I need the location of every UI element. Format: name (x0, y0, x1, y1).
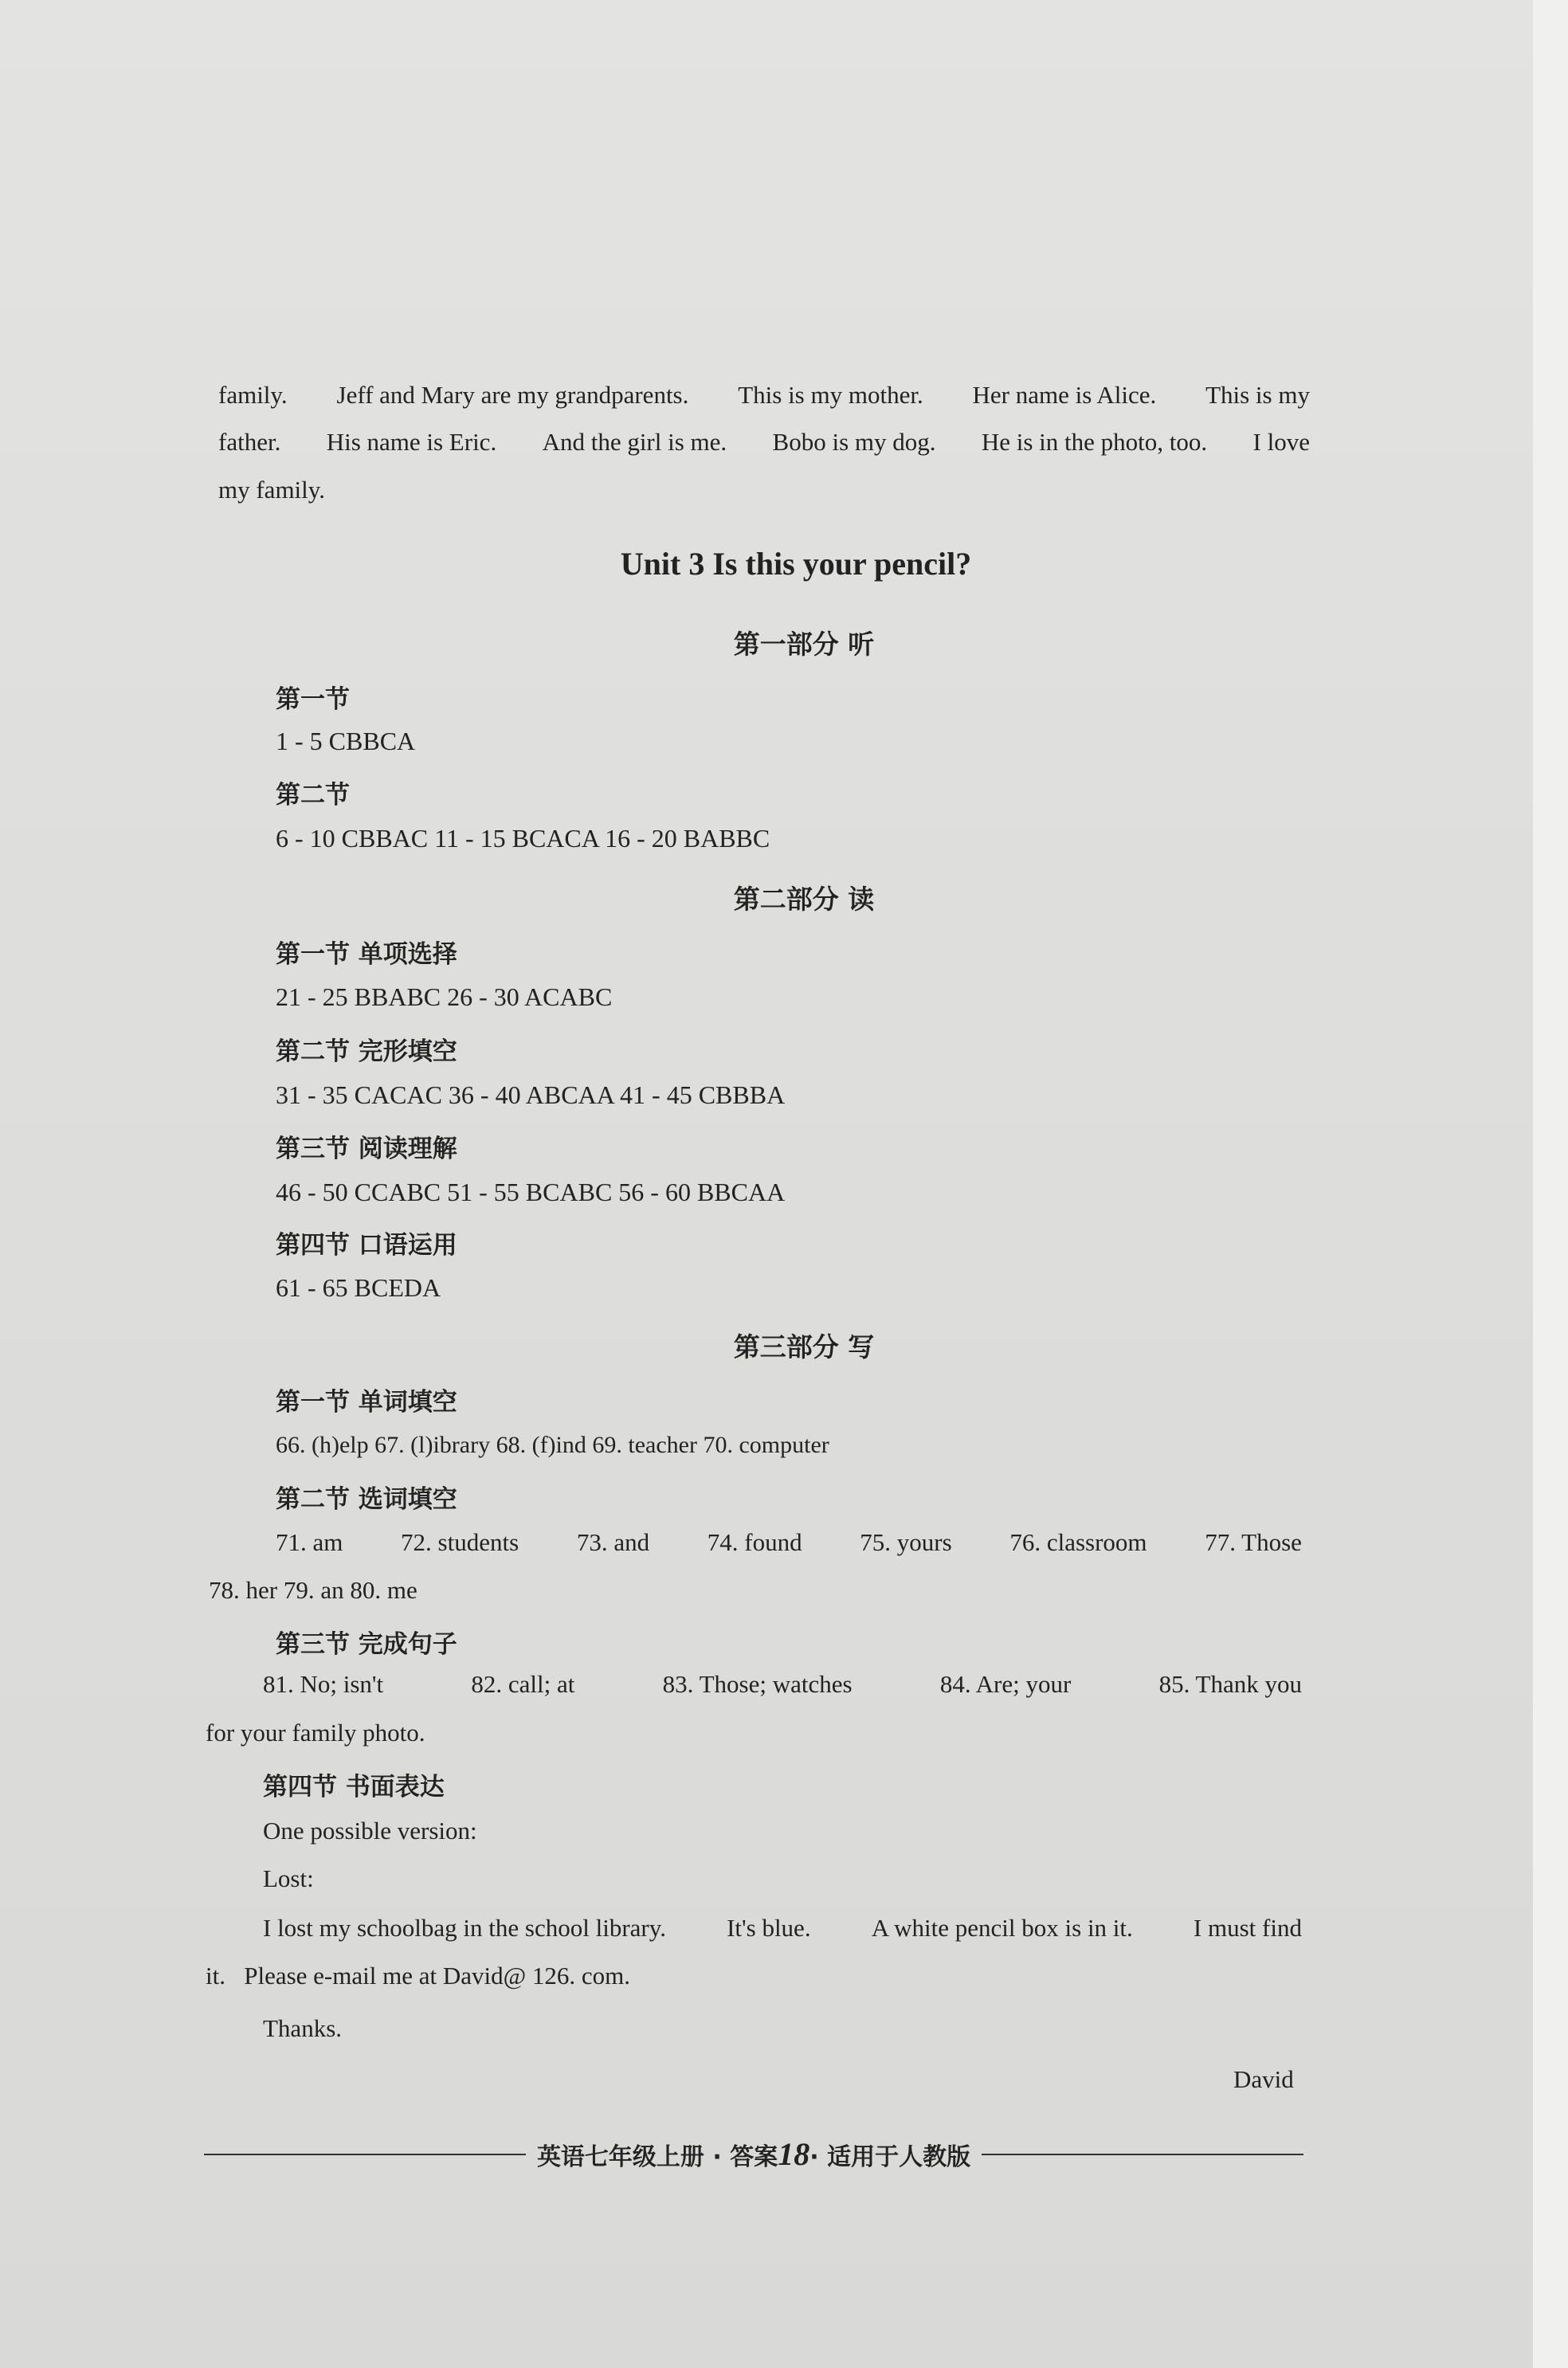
essay-closing: Thanks. (263, 2014, 343, 2042)
essay-seg: I lost my schoolbag in the school library. (263, 1914, 666, 1942)
part3-section-3: 第三节 完成句子 (276, 1630, 457, 1659)
footer-rule-right (982, 2154, 1303, 2155)
part3-title: 第三部分 写 (733, 1331, 875, 1362)
part3-answers-1: 66. (h)elp 67. (l)ibrary 68. (f)ind 69. teacher 70. computer (276, 1432, 829, 1458)
answer-item: 74. found (707, 1528, 802, 1556)
part2-section-1: 第一节 单项选择 (276, 940, 457, 969)
part3-answers-3-line-2: for your family photo. (206, 1719, 425, 1747)
intro-seg: Jeff and Mary are my grandparents. (336, 381, 689, 409)
answer-item: 71. am (276, 1528, 343, 1556)
intro-seg: I love (1252, 428, 1310, 456)
part2-answers-1: 21 - 25 BBABC 26 - 30 ACABC (276, 982, 613, 1011)
essay-seg: A white pencil box is in it. (871, 1914, 1133, 1942)
answer-item: 77. Those (1205, 1528, 1302, 1556)
part1-section-1: 第一节 (276, 685, 350, 714)
answer-item: 73. and (576, 1528, 650, 1556)
essay-heading: Lost: (263, 1864, 314, 1892)
essay-line-1 (263, 1914, 1302, 1943)
answer-item: 82. call; at (471, 1670, 575, 1698)
essay-line-2: it. Please e-mail me at David@ 126. com. (206, 1962, 631, 1990)
unit-title: Unit 3 Is this your pencil? (620, 546, 972, 582)
part3-answers-3-line-1 (263, 1670, 1302, 1699)
answer-item: 76. classroom (1009, 1528, 1147, 1556)
intro-line-2 (218, 428, 1310, 457)
footer-edition: · 适用于人教版 (809, 2143, 971, 2171)
answer-item: 84. Are; your (939, 1670, 1072, 1698)
intro-seg: father. (218, 428, 281, 456)
answer-item: 81. No; isn't (263, 1670, 384, 1698)
essay-seg: It's blue. (727, 1914, 811, 1942)
answer-item: 83. Those; watches (662, 1670, 853, 1698)
part2-answers-4: 61 - 65 BCEDA (276, 1273, 441, 1302)
answer-item: 85. Thank you (1158, 1670, 1302, 1698)
part2-answers-3: 46 - 50 CCABC 51 - 55 BCABC 56 - 60 BBCAA (276, 1178, 786, 1206)
answer-item: 72. students (401, 1528, 519, 1556)
part3-answers-2-line-2: 78. her 79. an 80. me (209, 1576, 417, 1604)
footer-label (526, 2135, 982, 2173)
part2-title: 第二部分 读 (733, 884, 875, 915)
part3-section-4: 第四节 书面表达 (263, 1773, 445, 1801)
essay-signature: David (1233, 2065, 1294, 2093)
answer-item: 75. yours (860, 1528, 952, 1556)
part1-answers-2: 6 - 10 CBBAC 11 - 15 BCACA 16 - 20 BABBC (276, 824, 770, 853)
intro-seg: family. (218, 381, 288, 409)
part3-answers-2-line-1 (276, 1528, 1302, 1557)
page-footer (204, 2135, 1303, 2173)
part1-answers-1: 1 - 5 CBBCA (276, 727, 416, 755)
intro-seg: He is in the photo, too. (981, 428, 1208, 456)
intro-line-3: my family. (218, 476, 326, 504)
intro-seg: And the girl is me. (542, 428, 727, 456)
part2-answers-2: 31 - 35 CACAC 36 - 40 ABCAA 41 - 45 CBBBA (276, 1080, 786, 1109)
page-edge (1533, 0, 1568, 2368)
footer-rule-left (204, 2154, 526, 2155)
intro-seg: His name is Eric. (326, 428, 497, 456)
footer-book-title: 英语七年级上册 · 答案 (536, 2143, 778, 2171)
part2-section-3: 第三节 阅读理解 (276, 1135, 457, 1163)
intro-line-1 (218, 381, 1310, 410)
part1-section-2: 第二节 (276, 781, 350, 810)
part1-title: 第一部分 听 (733, 629, 875, 660)
intro-seg: This is my mother. (738, 381, 923, 409)
intro-seg: Her name is Alice. (972, 381, 1157, 409)
footer-page-number: 18 (778, 2136, 810, 2172)
part2-section-2: 第二节 完形填空 (276, 1037, 457, 1066)
intro-seg: Bobo is my dog. (772, 428, 936, 456)
part3-section-1: 第一节 单词填空 (276, 1388, 457, 1417)
part3-section-2: 第二节 选词填空 (276, 1485, 457, 1514)
intro-seg: This is my (1205, 381, 1310, 409)
essay-version-label: One possible version: (263, 1817, 477, 1845)
essay-seg: I must find (1193, 1914, 1302, 1942)
part2-section-4: 第四节 口语运用 (276, 1231, 457, 1260)
